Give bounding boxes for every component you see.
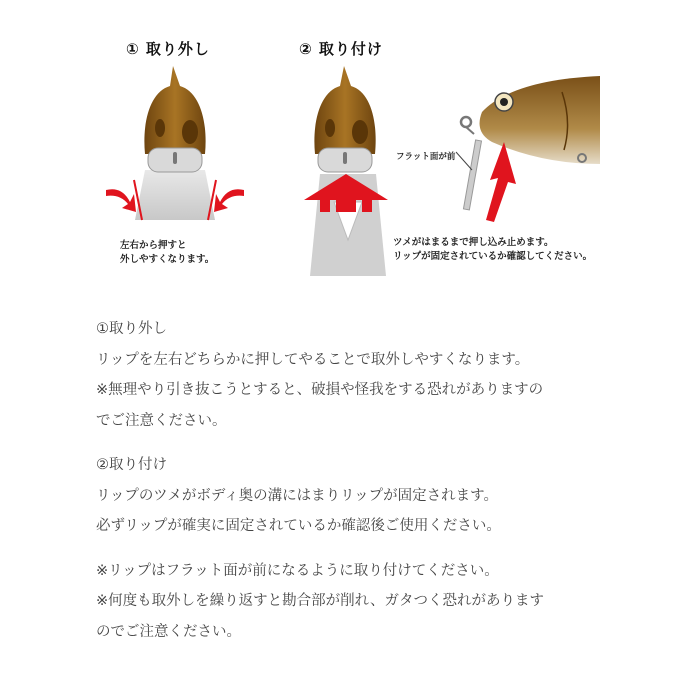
s2-heading: ②取り付け bbox=[96, 457, 167, 473]
step2-illustration bbox=[298, 62, 398, 282]
note-line3: のでご注意ください。 bbox=[96, 623, 241, 640]
side-view-illustration bbox=[452, 72, 652, 232]
step2-title: ② 取り付け bbox=[299, 40, 383, 58]
instructions-text bbox=[96, 314, 656, 647]
step1-caption: 左右から押すと 外しやすくなります。 bbox=[120, 240, 215, 265]
s1-heading: ①取り外し bbox=[96, 321, 167, 337]
step1-title: ① 取り外し bbox=[126, 40, 210, 58]
s1-line1: リップを左右どちらかに押してやることで取外しやすくなります。 bbox=[96, 351, 530, 368]
s2-line2: 必ずリップが確実に固定されているか確認後ご使用ください。 bbox=[96, 518, 501, 534]
step2-caption: ツメがはまるまで押し込み止めます。 リップが固定されているか確認してください。 bbox=[393, 237, 593, 262]
s1-line2: ※無理やり引き抜こうとすると、破損や怪我をする恐れがありますの bbox=[96, 382, 544, 398]
note-line1: ※リップはフラット面が前になるように取り付けてください。 bbox=[96, 562, 499, 579]
step1-illustration bbox=[100, 62, 260, 232]
note-line2: ※何度も取外しを繰り返すと勘合部が削れ、ガタつく恐れがあります bbox=[96, 593, 545, 609]
flat-face-label: フラット面が前 bbox=[396, 152, 456, 162]
s2-line1: リップのツメがボディ奥の溝にはまりリップが固定されます。 bbox=[96, 487, 498, 504]
s1-line3: でご注意ください。 bbox=[96, 412, 227, 429]
